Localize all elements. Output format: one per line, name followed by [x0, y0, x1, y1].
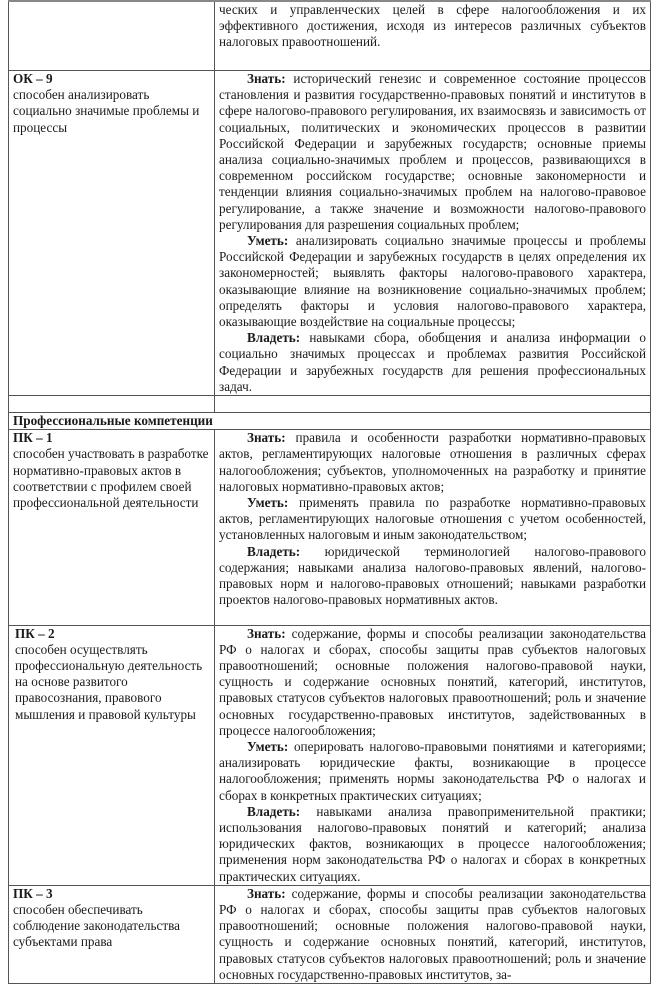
results-cell — [215, 885, 651, 983]
can-label: Уметь: — [247, 738, 289, 754]
know-label: Знать: — [247, 430, 286, 446]
competency-cell — [9, 71, 215, 396]
competencies-table — [8, 0, 651, 984]
can-paragraph — [219, 233, 646, 330]
own-paragraph — [219, 330, 646, 395]
can-paragraph — [219, 739, 646, 804]
know-paragraph — [219, 626, 646, 739]
know-text: содержание, формы и способы реализации законодательства РФ о налогах и сборах, способы защиты прав субъектов налоговых правоотношений; основные положения налогово-правовой науки, сущность и содержание основных понятий, категорий, институтов, правовых статусов субъектов налоговых правоотношений; роль и значение основных государственно-правовых институтов, задействованных в процессе налогообложения; — [219, 625, 646, 738]
can-label: Уметь: — [247, 233, 289, 249]
know-label: Знать: — [247, 625, 286, 641]
results-cell — [215, 430, 651, 625]
competency-description: способен обеспечивать соблюдение законодательства субъектами права — [13, 901, 181, 950]
competency-description: способен анализировать социально значимые проблемы и процессы — [13, 87, 200, 135]
own-text: навыками сбора, обобщения и анализа информации о социально значимых процессах и проблемах развития Российской Федерации и зарубежных государств для решения профессиональных задач. — [219, 330, 646, 394]
own-label: Владеть: — [247, 543, 301, 559]
competency-code: ОК – 9 — [13, 71, 53, 86]
own-text: навыками анализа правоприменительной практики; использования налогово-правовых понятий и категорий; анализа юридических фактов, возникающих в процессе налогообложения; применения норм законодательства РФ о налогах и сборах в конкретных практических ситуациях. — [219, 803, 646, 884]
table-row-ok9 — [9, 71, 651, 396]
know-paragraph — [219, 430, 646, 495]
own-text: юридической терминологией налогово-правового содержания; навыками анализа налогово-правовых явлений, налогово-правовых норм и налогово-правовых отношений; навыками разработки проектов налогово-правовых нормативных актов. — [219, 543, 646, 608]
section-header: Профессиональные компетенции — [9, 413, 651, 430]
know-text: правила и особенности разработки нормативно-правовых актов, регламентирующих налоговые отношения в различных сферах налогообложения; субъектов, уполномоченных на разработку и принятие налоговых нормативно-правовых актов; — [219, 430, 646, 494]
can-text: оперировать налогово-правовыми понятиями и категориями; анализировать юридические факты, возникающие в процессе налогообложения; применять нормы законодательства РФ о налогах и сборах в конкретных практических ситуациях; — [219, 738, 646, 803]
competency-cell — [9, 625, 215, 885]
empty-cell — [9, 396, 215, 413]
know-paragraph — [219, 886, 646, 983]
competency-cell — [9, 430, 215, 625]
know-paragraph — [219, 71, 646, 233]
competency-description: способен осуществлять профессиональную деятельность на основе развитого правосознания, правового мышления и правовой культуры — [15, 641, 203, 722]
competency-description: способен участвовать в разработке нормативно-правовых актов в соответствии с профилем своей профессиональной деятельности — [13, 446, 209, 511]
table-row-pk1 — [9, 430, 651, 625]
know-text: содержание, формы и способы реализации законодательства РФ о налогах и сборах, способы защиты прав субъектов налоговых правоотношений; основные положения налогово-правовой науки, сущность и содержание основных понятий, категорий, институтов, правовых статусов субъектов налоговых правоотношений; роль и значение основных государственно-правовых институтов, за- — [219, 885, 646, 982]
know-label: Знать: — [247, 71, 286, 86]
table-row-pk3 — [9, 885, 651, 983]
competency-code: ПК – 2 — [15, 625, 55, 641]
empty-cell — [215, 396, 651, 413]
table-row-continuation — [9, 1, 651, 71]
own-label: Владеть: — [247, 330, 301, 346]
know-label: Знать: — [247, 885, 286, 901]
document-page — [8, 0, 650, 984]
can-text: анализировать социально значимые процессы и проблемы Российской Федерации и зарубежных государств в целях определения их закономерностей; выявлять факторы налогово-правового характера, оказывающие влияние на возникновение социально-значимых проблем; определять факторы и условия налогово-правового характера, оказывающие воздействие на социальные процессы; — [219, 233, 646, 330]
empty-cell — [9, 1, 215, 71]
competency-cell — [9, 885, 215, 983]
own-paragraph — [219, 544, 646, 609]
results-cell — [215, 625, 651, 885]
continuation-text: ческих и управленческих целей в сфере налогообложения и их эффективного достижения, исходя из интересов различных субъектов налоговых правоотношений. — [219, 2, 646, 50]
know-text: исторический генезис и современное состояние процессов становления и развития государственно-правовых понятий и институтов в сфере налогово-правового регулирования, их взаимосвязь и зависимость от социальных, политических и экономических процессов в развитии Российской Федерации и зарубежных государств; основные приемы анализа социально-значимых проблем и процессов, развивающихся в современном российском государстве; основные закономерности и тенденции влияния социально-значимых проблем на налогово-правовое регулирование, а также значение и возможности налогово-правового регулирования для разрешения социальных проблем; — [219, 71, 646, 232]
results-cell — [215, 1, 651, 71]
own-paragraph — [219, 804, 646, 885]
own-label: Владеть: — [247, 803, 301, 819]
results-cell — [215, 71, 651, 396]
can-paragraph — [219, 495, 646, 544]
competency-code: ПК – 3 — [13, 885, 53, 901]
can-label: Уметь: — [247, 495, 289, 511]
can-text: применять правила по разработке нормативно-правовых актов, регламентирующих налоговые отношения с учетом особенностей, установленных налоговым и иным законодательством; — [219, 495, 646, 543]
table-row-pk2 — [9, 625, 651, 885]
table-row-empty — [9, 396, 651, 413]
table-row-section-header — [9, 413, 651, 430]
competency-code: ПК – 1 — [13, 430, 53, 446]
